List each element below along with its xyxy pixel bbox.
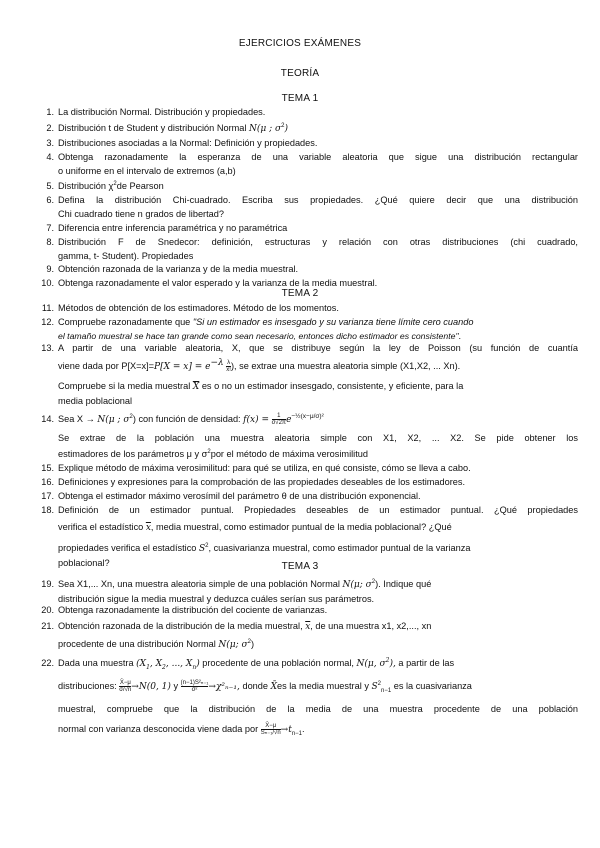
question-text: La distribución Normal. Distribución y propiedades. bbox=[58, 107, 266, 117]
sample-mean-symbol: $\overline{x}$ bbox=[305, 622, 311, 632]
question-item: 19. Sea X1,... Xn, una muestra aleatoria simple de una población Normal N(μ; $\sigma^2$). Indique qué distribución sigue la media muestral y deduzca cuáles serían sus parámetros. bbox=[58, 577, 578, 606]
question-item bbox=[41, 489, 578, 503]
question-number: 19. bbox=[41, 579, 54, 589]
question-text: Compruebe razonadamente que bbox=[58, 317, 191, 327]
question-text: Distribución F de Snedecor: definición, estructuras y relación con otras distribuciones (chi cuadrado, bbox=[58, 237, 578, 247]
document-title: EJERCICIOS EXÁMENES bbox=[238, 38, 362, 49]
question-text: Obtenga razonadamente el valor esperado y la varianza de la media muestral. bbox=[58, 278, 378, 288]
question-text: gamma, t- Student). Propiedades bbox=[58, 251, 194, 261]
question-item bbox=[46, 136, 578, 150]
standardized-mean-formula: $\frac{X̄-\mu}{\sigma/√n}$ bbox=[119, 680, 132, 694]
question-number: 22. bbox=[41, 658, 54, 668]
question-number: 10. bbox=[41, 278, 54, 288]
topic-heading-1: TEMA 1 bbox=[281, 93, 319, 104]
question-text: o uniforme en el intervalo de extremos (a,b) bbox=[58, 166, 236, 176]
question-item: 21. Obtención razonada de la distribución de la media muestral, $\overline{x}$, de una muestra x1, x2,..., xn procedente de una distribución Normal N(μ; $\sigma^2$) bbox=[58, 619, 578, 652]
question-number: 7. bbox=[46, 223, 54, 233]
question-number: 2. bbox=[46, 123, 54, 133]
quasivariance-symbol: S bbox=[198, 544, 206, 554]
question-text: distribución sigue la media muestral y deduzca cuáles serían sus parámetros. bbox=[58, 594, 375, 604]
question-item bbox=[41, 301, 578, 315]
question-number: 4. bbox=[46, 152, 54, 162]
question-item: 14. Sea X → N(μ ; $\sigma^2$) con función de densidad: f(x) = $\frac{1}{\sigma√2\pi}$ $e^{-\frac{1}{2}(x-\mu/\sigma)^2}$ Se extrae de la población una muestra aleatoria simple con X1, X2, ... X2. Se pide obtener los estimadores de los parámetros μ y $\sigma^2por$ el método de máxima verosimilitud bbox=[58, 412, 578, 461]
normal-notation: N(μ, $\sigma^2$), bbox=[356, 657, 396, 669]
question-text: estimadores de los parámetros μ y σ bbox=[58, 449, 208, 459]
normal-notation: N(μ ; σ bbox=[249, 124, 282, 134]
question-item bbox=[46, 105, 578, 119]
quoted-statement: "Si un estimador es insesgado y su varianza tiene límite cero cuando bbox=[192, 317, 474, 327]
question-item bbox=[41, 461, 578, 475]
chi-square-formula: $\frac{\text{(n−1)S²ₙ₋₁}}{\text{σ²}}$ bbox=[180, 680, 209, 694]
quoted-statement: el tamaño muestral se hace tan grande como sean necesario, entonces dicho estimador es consistente" bbox=[58, 331, 459, 341]
question-item: 12. Compruebe razonadamente que "Si un estimador es insesgado y su varianza tiene límite cero cuando el tamaño muestral se hace tan grande como sean necesario, entonces dicho estimador es consistente". bbox=[58, 315, 578, 343]
question-item: 18. Definición de un estimador puntual. Propiedades deseables de un estimador puntual. ¿Qué propiedades verifica el estadístico $\overline{x}$, media muestral, como estimador puntual de la media poblacional? ¿Qué propiedades verifica el estadístico $S^2$, cuasivarianza muestral, como estimador puntual de la varianza poblacional? bbox=[58, 503, 578, 570]
sample-mean-symbol: $\overline{X}$ bbox=[192, 382, 200, 392]
question-number: 17. bbox=[41, 491, 54, 501]
normal-notation: N(μ ; σ bbox=[97, 415, 130, 425]
question-item bbox=[46, 221, 578, 235]
question-number: 6. bbox=[46, 195, 54, 205]
question-text: poblacional? bbox=[58, 558, 110, 568]
sample-notation: ($X_1$, $X_2$, ..., $X_n$) bbox=[136, 659, 200, 671]
question-text: Sea X → bbox=[58, 414, 95, 424]
normal-notation: N(μ; σ bbox=[218, 640, 248, 650]
question-text: Obtenga razonadamente la esperanza de una variable aleatoria que sigue una distribución rectangular bbox=[58, 152, 578, 162]
question-text: Obtenga el estimador máximo verosímil del parámetro θ de una distribución exponencial. bbox=[58, 491, 421, 501]
normal-notation: N(μ; σ bbox=[342, 580, 372, 590]
t-student-formula: $\frac{X̄-\mu}{\text{Sₙ₋₁/√n}}$ bbox=[260, 723, 281, 737]
question-number: 21. bbox=[41, 621, 54, 631]
question-text: procedente de una distribución Normal bbox=[58, 639, 216, 649]
question-text: distribuciones: bbox=[58, 681, 117, 691]
question-text: Explique método de máxima verosimilitud: para qué se utiliza, en qué consiste, cómo se lleva a cabo. bbox=[58, 463, 471, 473]
question-text: Dada una muestra bbox=[58, 658, 134, 668]
question-number: 3. bbox=[46, 138, 54, 148]
question-number: 16. bbox=[41, 477, 54, 487]
question-item: 22. Dada una muestra ($X_1$, $X_2$, ..., $X_n$) procedente de una población normal, N(μ, $\sigma^2$), a partir de las distribuciones: $\frac{X̄-\mu}{\sigma/√n}$ →N(0, 1) y $\frac{\text{(n−1)S²ₙ₋₁}}{\text{σ²}}$ →χ²ₙ₋₁, donde X̄es la media muestral y $S^2_{n-1}$ es la cuasivarianza muestral, compruebe que la distribución de la media de una muestra procedente de una población normal con varianza desconocida viene dada por $\frac{X̄-\mu}{\text{Sₙ₋₁/√n}}$ $\to t_{n-1}$. bbox=[58, 656, 578, 737]
question-number: 13. bbox=[41, 343, 54, 353]
question-text: Sea X1,... Xn, una muestra aleatoria simple de una población Normal bbox=[58, 579, 340, 589]
question-text: Distribución t de Student y distribución Normal bbox=[58, 123, 247, 133]
question-number: 9. bbox=[46, 264, 54, 274]
question-text: Definición de un estimador puntual. Propiedades deseables de un estimador puntual. ¿Qué propiedades bbox=[58, 505, 578, 515]
question-number: 20. bbox=[41, 605, 54, 615]
question-text: viene dada por P[X=x]= bbox=[58, 361, 155, 371]
topic-heading-3: TEMA 3 bbox=[281, 561, 319, 572]
question-number: 5. bbox=[46, 181, 54, 191]
question-item: 2. Distribución t de Student y distribución Normal N(μ ; $\sigma^2$) bbox=[58, 121, 578, 136]
question-item bbox=[41, 475, 578, 489]
question-text: Obtención razonada de la varianza y de la media muestral. bbox=[58, 264, 299, 274]
density-formula: f(x) = bbox=[243, 415, 270, 425]
question-item bbox=[46, 150, 578, 178]
question-item bbox=[41, 603, 578, 617]
question-number: 12. bbox=[41, 317, 54, 327]
question-text: Diferencia entre inferencia paramétrica y no paramétrica bbox=[58, 223, 288, 233]
sample-mean-symbol: $\overline{x}$ bbox=[145, 523, 151, 533]
question-text: Distribución χ bbox=[58, 181, 114, 191]
topic-heading-2: TEMA 2 bbox=[281, 288, 319, 299]
question-number: 11. bbox=[41, 303, 54, 313]
question-number: 8. bbox=[46, 237, 54, 247]
question-number: 15. bbox=[41, 463, 54, 473]
question-text: Defina la distribución Chi-cuadrado. Escriba sus propiedades. ¿Qué quiere decir que una distribución bbox=[58, 195, 578, 205]
question-item bbox=[46, 235, 578, 263]
section-heading: TEORÍA bbox=[280, 68, 320, 79]
question-item: 13. A partir de una variable aleatoria, X, que se distribuye según la ley de Poisson (su función de cuantía viene dada por $P[X=x]=P[X = x] = e^{-\lambda}$ $\frac{\lambda}{x!}$ ), se extrae una muestra aleatoria simple (X1,X2, ... Xn). Compruebe si la media muestral $\overline{X}$ es o no un estimador insesgado, consistente, y eficiente, para la media poblacional bbox=[58, 341, 578, 408]
poisson-formula: P[X = x] = e bbox=[154, 362, 211, 372]
question-text: Compruebe si la media muestral bbox=[58, 381, 191, 391]
question-text: media poblacional bbox=[58, 396, 133, 406]
question-item: 5. Distribución $\chi^2de$ Pearson bbox=[58, 179, 578, 193]
question-text: muestral, compruebe que la distribución de la media de una muestra procedente de una población bbox=[58, 704, 578, 714]
question-text: Obtención razonada de la distribución de la media muestral, bbox=[58, 621, 303, 631]
question-number: 1. bbox=[46, 107, 54, 117]
question-text: Distribuciones asociadas a la Normal: Definición y propiedades. bbox=[58, 138, 318, 148]
question-text: Definiciones y expresiones para la comprobación de las propiedades deseables de los estimadores. bbox=[58, 477, 466, 487]
question-text: Se extrae de la población una muestra aleatoria simple con X1, X2, ... X2. Se pide obtener los bbox=[58, 433, 578, 443]
question-number: 18. bbox=[41, 505, 54, 515]
question-item bbox=[46, 262, 578, 276]
question-text: Obtenga razonadamente la distribución del cociente de varianzas. bbox=[58, 605, 328, 615]
question-text: propiedades verifica el estadístico bbox=[58, 543, 197, 553]
question-item bbox=[46, 193, 578, 221]
question-text: Chi cuadrado tiene n grados de libertad? bbox=[58, 209, 224, 219]
question-text: verifica el estadístico bbox=[58, 522, 144, 532]
question-number: 14. bbox=[41, 414, 54, 424]
question-text: normal con varianza desconocida viene dada por bbox=[58, 724, 259, 734]
question-text: A partir de una variable aleatoria, X, que se distribuye según la ley de Poisson (su función de cuantía bbox=[58, 343, 578, 353]
question-text: Métodos de obtención de los estimadores. Método de los momentos. bbox=[58, 303, 339, 313]
